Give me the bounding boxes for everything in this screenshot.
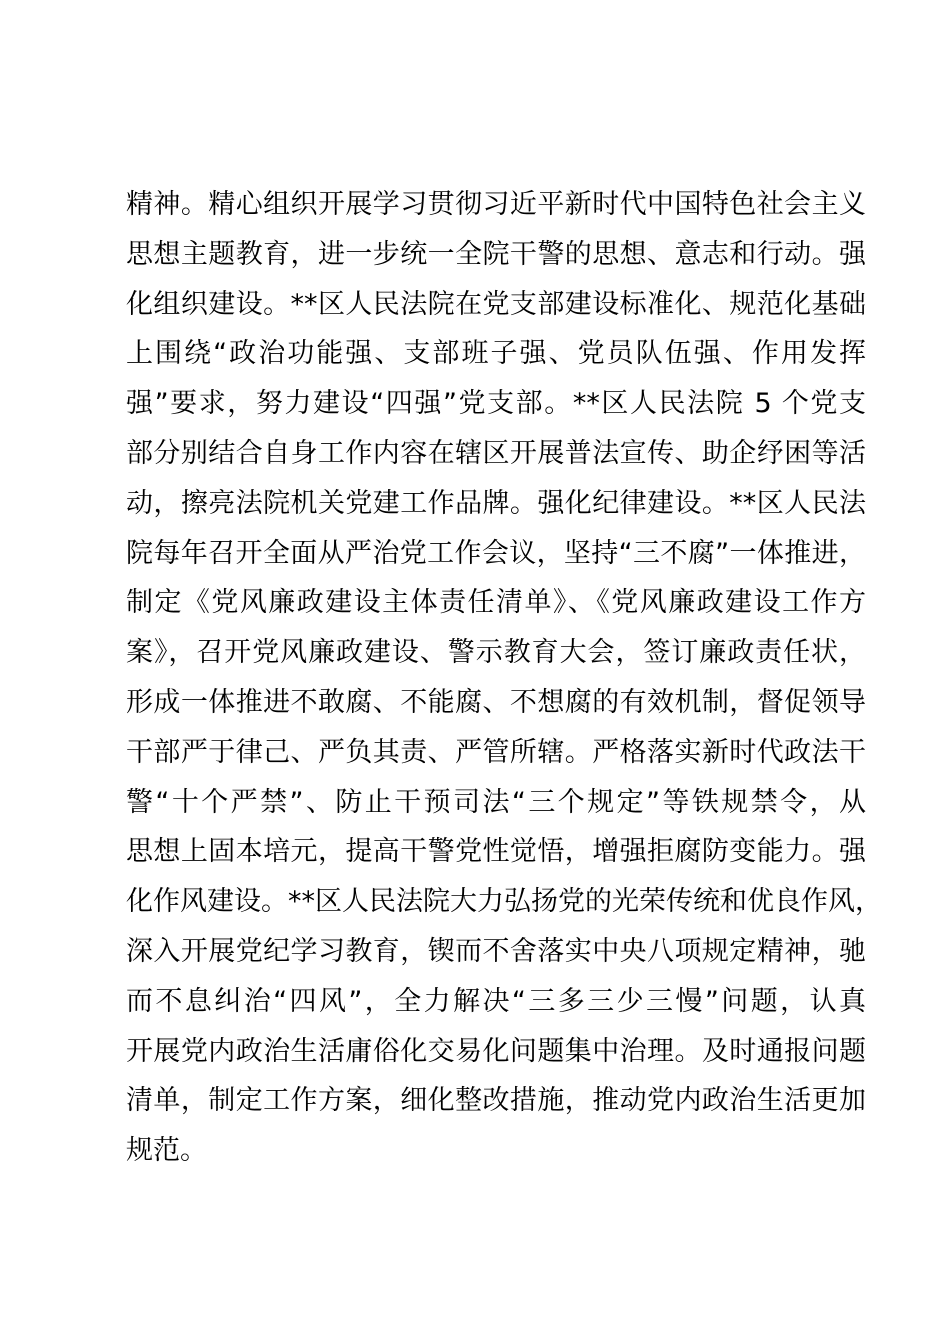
paragraph-line: 警“十个严禁”、防止干预司法“三个规定”等铁规禁令，从 [126,786,866,818]
paragraph-line: 规范。 [126,1135,207,1167]
paragraph-line: 上围绕“政治功能强、支部班子强、党员队伍强、作用发挥 [126,338,866,370]
paragraph-line: 制定《党风廉政建设主体责任清单》、《党风廉政建设工作方 [126,587,866,619]
paragraph-line: 开展党内政治生活庸俗化交易化问题集中治理。及时通报问题 [126,1035,866,1067]
paragraph-line: 思想主题教育，进一步统一全院干警的思想、意志和行动。强 [126,238,866,270]
paragraph-line: 强”要求，努力建设“四强”党支部。**区人民法院 5 个党支 [126,388,866,420]
paragraph-line: 部分别结合自身工作内容在辖区开展普法宣传、助企纾困等活 [126,437,866,469]
paragraph-line: 案》，召开党风廉政建设、警示教育大会，签订廉政责任状， [126,637,866,669]
paragraph-line: 院每年召开全面从严治党工作会议，坚持“三不腐”一体推进， [126,537,866,569]
paragraph-line: 深入开展党纪学习教育，锲而不舍落实中央八项规定精神，驰 [126,935,866,967]
paragraph-line: 形成一体推进不敢腐、不能腐、不想腐的有效机制，督促领导 [126,686,866,718]
paragraph-line: 思想上固本培元，提高干警党性觉悟，增强拒腐防变能力。强 [126,836,866,868]
paragraph-line: 干部严于律己、严负其责、严管所辖。严格落实新时代政法干 [126,736,866,768]
paragraph-line: 清单，制定工作方案，细化整改措施，推动党内政治生活更加 [126,1085,866,1117]
paragraph-line: 精神。精心组织开展学习贯彻习近平新时代中国特色社会主义 [126,189,866,220]
body-paragraph [126,180,882,1176]
paragraph-line: 而不息纠治“四风”，全力解决“三多三少三慢”问题，认真 [126,985,866,1017]
paragraph-line: 动，擦亮法院机关党建工作品牌。强化纪律建设。**区人民法 [126,487,866,519]
paragraph-line: 化作风建设。**区人民法院大力弘扬党的光荣传统和优良作风， [126,886,882,918]
paragraph-line: 化组织建设。**区人民法院在党支部建设标准化、规范化基础 [126,288,866,320]
